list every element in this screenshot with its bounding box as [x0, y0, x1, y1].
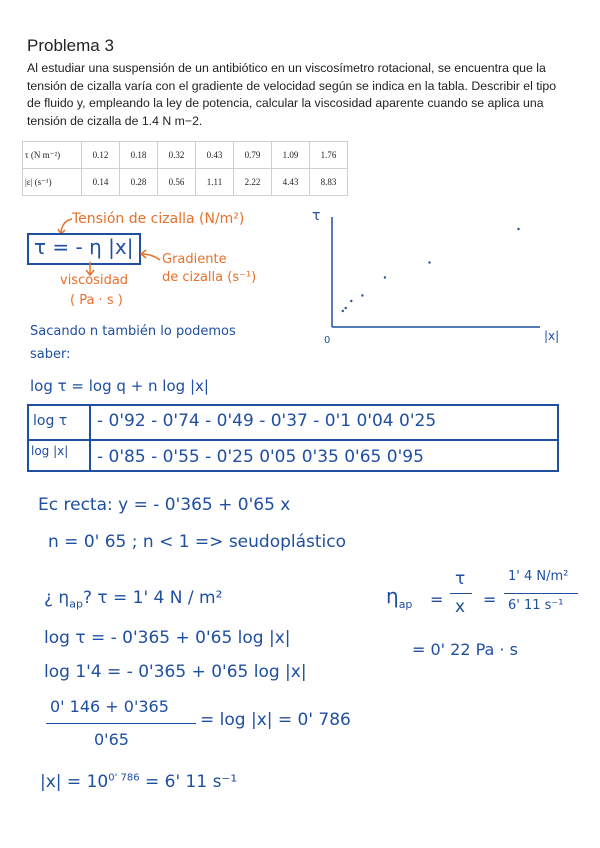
fraction-denominator: 0'65	[94, 730, 129, 749]
nap-eta: η	[386, 584, 399, 608]
table-cell: 0.79	[234, 142, 272, 169]
step-1: log τ = - 0'365 + 0'65 log |x|	[44, 628, 291, 648]
nap-x: x	[455, 597, 466, 617]
fraction-numerator: 0' 146 + 0'365	[50, 697, 169, 716]
table-row-label: τ (N m⁻²)	[23, 142, 82, 169]
scatter-graph	[310, 205, 580, 345]
log-x-values: - 0'85 - 0'55 - 0'25 0'05 0'35 0'65 0'95	[97, 447, 424, 467]
step-2: log 1'4 = - 0'365 + 0'65 log |x|	[44, 662, 307, 682]
data-table	[22, 141, 348, 196]
problem-title: Problema 3	[27, 36, 114, 55]
data-point	[350, 300, 352, 302]
nap-sub: ap	[398, 598, 413, 611]
table-cell: 1.76	[310, 142, 348, 169]
nap-question-sub: ap	[69, 597, 83, 611]
table-cell: 1.11	[196, 169, 234, 196]
table-row-label: |ε| (s⁻¹)	[23, 169, 82, 196]
viscosidad-label: viscosidad	[60, 273, 129, 288]
log-equation: log τ = log q + n log |x|	[30, 377, 209, 395]
table-cell: 0.14	[82, 169, 120, 196]
problem-statement: Al estudiar una suspensión de un antibiótico en un viscosímetro rotacional, se encuentra que la tensión de cizalla varía con el gradiente de velocidad según se indica en la tabla. Describir el tipo de fluido y, empleando la ley de potencia, calcular la viscosidad aparente cuando se aplica una tensión de cizalla de 1.4 N m−2.	[27, 61, 557, 128]
equation: τ = - η |x|	[34, 235, 134, 259]
tension-label: Tensión de cizalla (N/m²)	[72, 211, 245, 227]
data-points	[342, 228, 520, 312]
nap-fraction-line-2	[504, 593, 578, 594]
final-base: |x| = 10	[40, 772, 109, 792]
table-row	[23, 169, 348, 196]
nap-result: = 0' 22 Pa · s	[412, 640, 518, 659]
log-tau-label: log τ	[33, 413, 68, 429]
data-point	[361, 294, 363, 296]
table-cell: 0.43	[196, 142, 234, 169]
fraction-result: = log |x| = 0' 786	[200, 710, 351, 730]
log-x-label: log |x|	[31, 444, 69, 458]
nap-question-open: ¿ η	[44, 588, 70, 608]
arrow-icon	[138, 246, 162, 264]
table-cell: 0.12	[82, 142, 120, 169]
data-point	[345, 307, 347, 309]
gradiente-units: de cizalla (s⁻¹)	[162, 270, 257, 285]
viscosidad-units: ( Pa · s )	[70, 293, 123, 308]
final-calculation	[40, 772, 237, 792]
table-cell: 1.09	[272, 142, 310, 169]
table-cell: 0.28	[120, 169, 158, 196]
note-sacando: Sacando n también lo podemos	[30, 324, 236, 339]
nap-question-rest: ? τ = 1' 4 N / m²	[82, 588, 223, 608]
log-table	[27, 404, 559, 472]
table-cell: 2.22	[234, 169, 272, 196]
fraction-line	[46, 723, 196, 724]
table-cell: 0.32	[158, 142, 196, 169]
nap-numerator: 1' 4 N/m²	[508, 569, 569, 584]
n-value: n = 0' 65 ; n < 1 => seudoplástico	[48, 532, 347, 552]
table-cell: 8.83	[310, 169, 348, 196]
table-cell: 0.56	[158, 169, 196, 196]
table-row	[23, 142, 348, 169]
data-point	[517, 228, 519, 230]
straight-line-equation: Ec recta: y = - 0'365 + 0'65 x	[38, 495, 291, 515]
table-cell: 0.18	[120, 142, 158, 169]
y-axis-label: τ	[312, 208, 321, 224]
final-result: = 6' 11 s⁻¹	[145, 772, 238, 792]
nap-question	[44, 588, 222, 610]
nap-tau: τ	[455, 569, 466, 589]
note-saber: saber:	[30, 347, 71, 362]
nap-equals-2: =	[483, 590, 497, 609]
data-point	[384, 276, 386, 278]
x-axis-label: |x|	[544, 329, 560, 343]
nap-denominator: 6' 11 s⁻¹	[508, 598, 564, 613]
log-tau-values: - 0'92 - 0'74 - 0'49 - 0'37 - 0'1 0'04 0'25	[97, 411, 437, 431]
data-point	[342, 310, 344, 312]
nap-equals: =	[430, 590, 444, 609]
final-exponent: 0' 786	[108, 772, 140, 784]
origin-label: 0	[324, 335, 331, 345]
nap-fraction-line	[450, 593, 472, 594]
table-cell: 4.43	[272, 169, 310, 196]
nap-symbol	[386, 584, 412, 611]
data-point	[428, 261, 430, 263]
gradiente-label: Gradiente	[162, 252, 227, 267]
